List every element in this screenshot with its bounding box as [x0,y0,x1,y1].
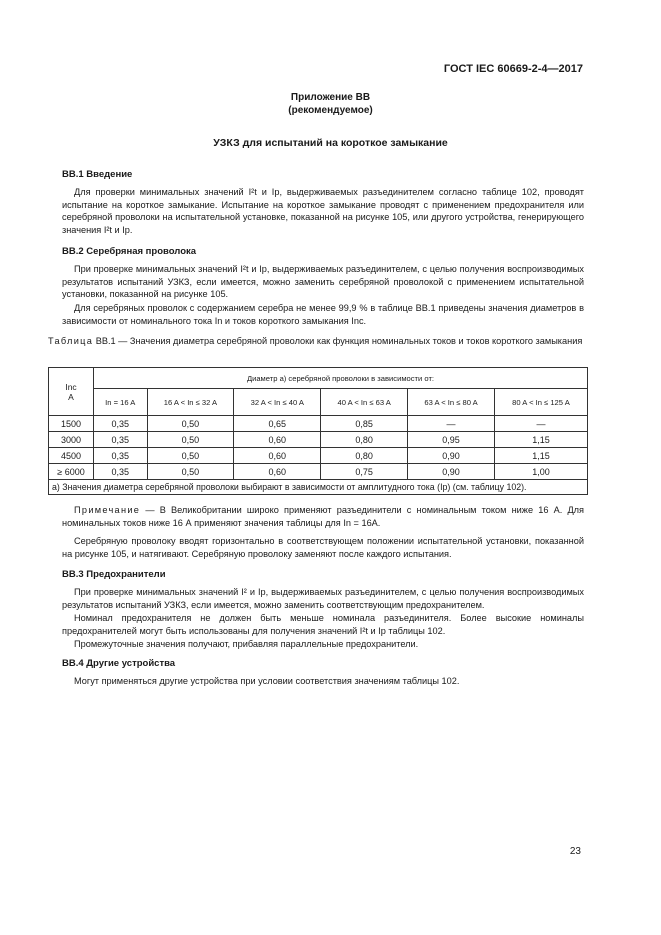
section-bb2-paragraph-1: При проверке минимальных значений I²t и Ip, выдерживаемых разъединителем, с целью получения воспроизводимых результатов испытаний УЗКЗ, если имеется, можно заменить серебряной проволокой с применением испытательной установки, показанной на рисунке 105. [62,264,584,300]
diameter-table [48,367,588,495]
table-row [49,432,588,448]
table-header-inc: Inc A [49,368,94,416]
table-cell: 0,50 [147,416,234,432]
table-cell: 0,85 [321,416,408,432]
standard-number: ГОСТ IEC 60669-2-4—2017 [443,63,583,75]
table-header-col: In = 16 A [94,389,148,416]
table-cell: 0,60 [234,448,321,464]
section-heading-bb4: ВВ.4 Другие устройства [62,658,176,669]
table-cell: 1,15 [494,432,587,448]
table-cell: 1,15 [494,448,587,464]
table-cell: 0,95 [408,432,495,448]
table-cell: 0,50 [147,464,234,480]
table-cell: 0,90 [408,448,495,464]
table-row [49,448,588,464]
table-cell: 1,00 [494,464,587,480]
table-cell: 0,90 [408,464,495,480]
section-bb3-paragraph-2: Номинал предохранителя не должен быть меньше номинала разъединителя. Более высокие номиналы предохранителей могут быть использованы для получения значений I²t и Ip таблицы 102. [62,613,584,636]
table-cell: 0,35 [94,448,148,464]
table-cell: 0,60 [234,432,321,448]
section-bb2-paragraph-2: Для серебряных проволок с содержанием серебра не менее 99,9 % в таблице ВВ.1 приведены значения диаметров в зависимости от номинального тока In и токов короткого замыкания Inc. [62,303,584,326]
table-row [49,464,588,480]
table-header-col: 80 A < In ≤ 125 A [494,389,587,416]
table-header-col: 16 A < In ≤ 32 A [147,389,234,416]
table-header-col: 63 A < In ≤ 80 A [408,389,495,416]
note-text: — В Великобритании широко применяют разъединители с номинальным током ниже 16 А. Для номинальных токов ниже 16 А применяют значения таблицы для In = 16А. [62,505,584,528]
table-cell-inc: 3000 [49,432,94,448]
table-footnote-row [49,480,588,495]
table-caption-text: ВВ.1 — Значения диаметра серебряной проволоки как функция номинальных токов и токов короткого замыкания [95,336,583,346]
table-cell: 0,35 [94,432,148,448]
annex-heading [0,91,661,117]
table-header-group: Диаметр a) серебряной проволоки в зависимости от: [94,368,588,389]
table-cell: — [408,416,495,432]
table-cell: 0,50 [147,448,234,464]
section-bb4-text: Могут применяться другие устройства при условии соответствия значениям таблицы 102. [74,676,460,686]
page-title: УЗКЗ для испытаний на короткое замыкание [213,137,448,149]
section-heading-bb3: ВВ.3 Предохранители [62,569,166,580]
table-header-col: 40 A < In ≤ 63 A [321,389,408,416]
section-bb3-paragraph-1: При проверке минимальных значений I² и Ip, выдерживаемых разъединителем, с целью получения воспроизводимых результатов испытаний УЗКЗ, если имеется, можно заменить соответствующим предохранителем. [62,587,584,610]
section-bb1-text: Для проверки минимальных значений I²t и Ip, выдерживаемых разъединителем согласно таблице 102, проводят испытание на короткое замыкание. Испытание на короткое замыкание проводят с применением предохранителя или серебряной проволоки на испытательной установке, показанной на рисунке 105, или другого устройства, генерирующего значения I²t и Ip. [62,187,584,236]
table-row [49,416,588,432]
section-heading-bb2: ВВ.2 Серебряная проволока [62,246,197,257]
table-footnote: a) Значения диаметра серебряной проволоки выбирают в зависимости от амплитудного тока (Ip) (см. таблицу 102). [49,480,588,495]
section-bb3-paragraph-3: Промежуточные значения получают, прибавляя параллельные предохранители. [74,639,419,649]
table-cell: 0,50 [147,432,234,448]
table-cell: 0,80 [321,448,408,464]
note-label: Примечание [74,505,141,515]
annex-status: (рекомендуемое) [288,105,373,116]
table-note [62,504,584,529]
table-caption-label: Таблица [48,336,94,346]
table-cell: 0,35 [94,464,148,480]
page-number: 23 [569,846,581,857]
table-cell: 0,75 [321,464,408,480]
table-cell-inc: ≥ 6000 [49,464,94,480]
table-cell: 0,65 [234,416,321,432]
table-header-col: 32 A < In ≤ 40 A [234,389,321,416]
section-heading-bb1: ВВ.1 Введение [62,169,133,180]
table-cell: — [494,416,587,432]
table-cell: 0,35 [94,416,148,432]
table-cell-inc: 4500 [49,448,94,464]
paragraph-after-note: Серебряную проволоку вводят горизонтально в соответствующем положении испытательной установки, показанной на рисунке 105, и натягивают. Серебряную проволоку заменяют после каждого испытания. [62,536,584,559]
table-cell: 0,60 [234,464,321,480]
table-cell: 0,80 [321,432,408,448]
annex-title: Приложение ВВ [290,92,371,103]
table-caption [48,335,588,348]
table-cell-inc: 1500 [49,416,94,432]
